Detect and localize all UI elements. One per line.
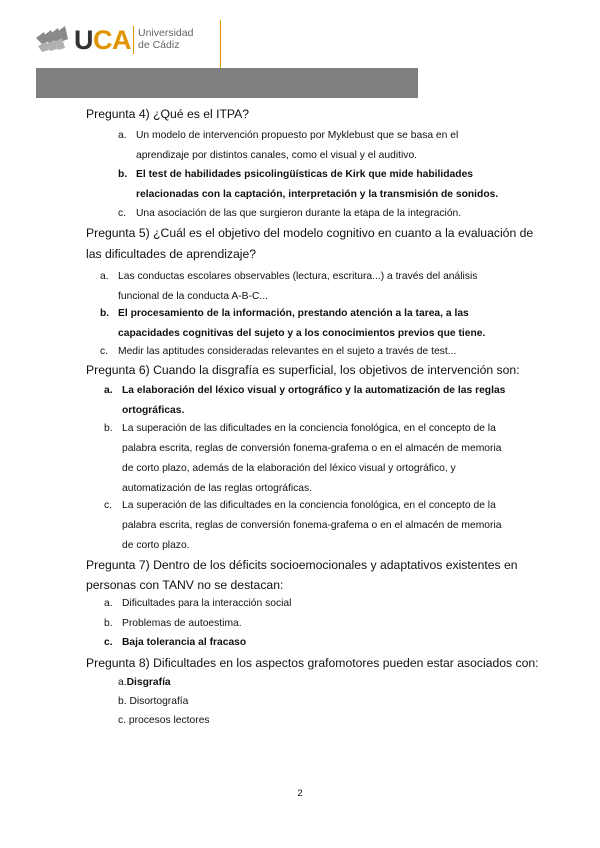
question-7-title-line1: Pregunta 7) Dentro de los déficits socioemocionales y adaptativos existentes en (86, 558, 518, 572)
university-name: Universidad de Cádiz (138, 27, 194, 51)
header-band (36, 68, 418, 98)
uca-wordmark: UCA (74, 25, 131, 55)
question-8-title: Pregunta 8) Dificultades en los aspectos grafomotores pueden estar asociados con: (86, 656, 539, 670)
question-5-title-line2: las dificultades de aprendizaje? (86, 247, 257, 261)
uca-birds-icon (34, 24, 70, 58)
question-7-title-line2: personas con TANV no se destacan: (86, 578, 284, 592)
question-6-title: Pregunta 6) Cuando la disgrafía es superficial, los objetivos de intervención son: (86, 363, 520, 377)
logo-separator (133, 26, 134, 54)
question-4-title: Pregunta 4) ¿Qué es el ITPA? (86, 107, 250, 121)
question-8-option-c: c. procesos lectores (118, 715, 210, 726)
page-number: 2 (297, 788, 303, 799)
question-8-option-a: a.Disgrafía (118, 677, 171, 688)
header-divider (220, 20, 221, 68)
document-header (0, 0, 600, 100)
question-8-option-b: b. Disortografía (118, 696, 189, 707)
question-5-title-line1: Pregunta 5) ¿Cuál es el objetivo del modelo cognitivo en cuanto a la evaluación de (86, 226, 534, 240)
